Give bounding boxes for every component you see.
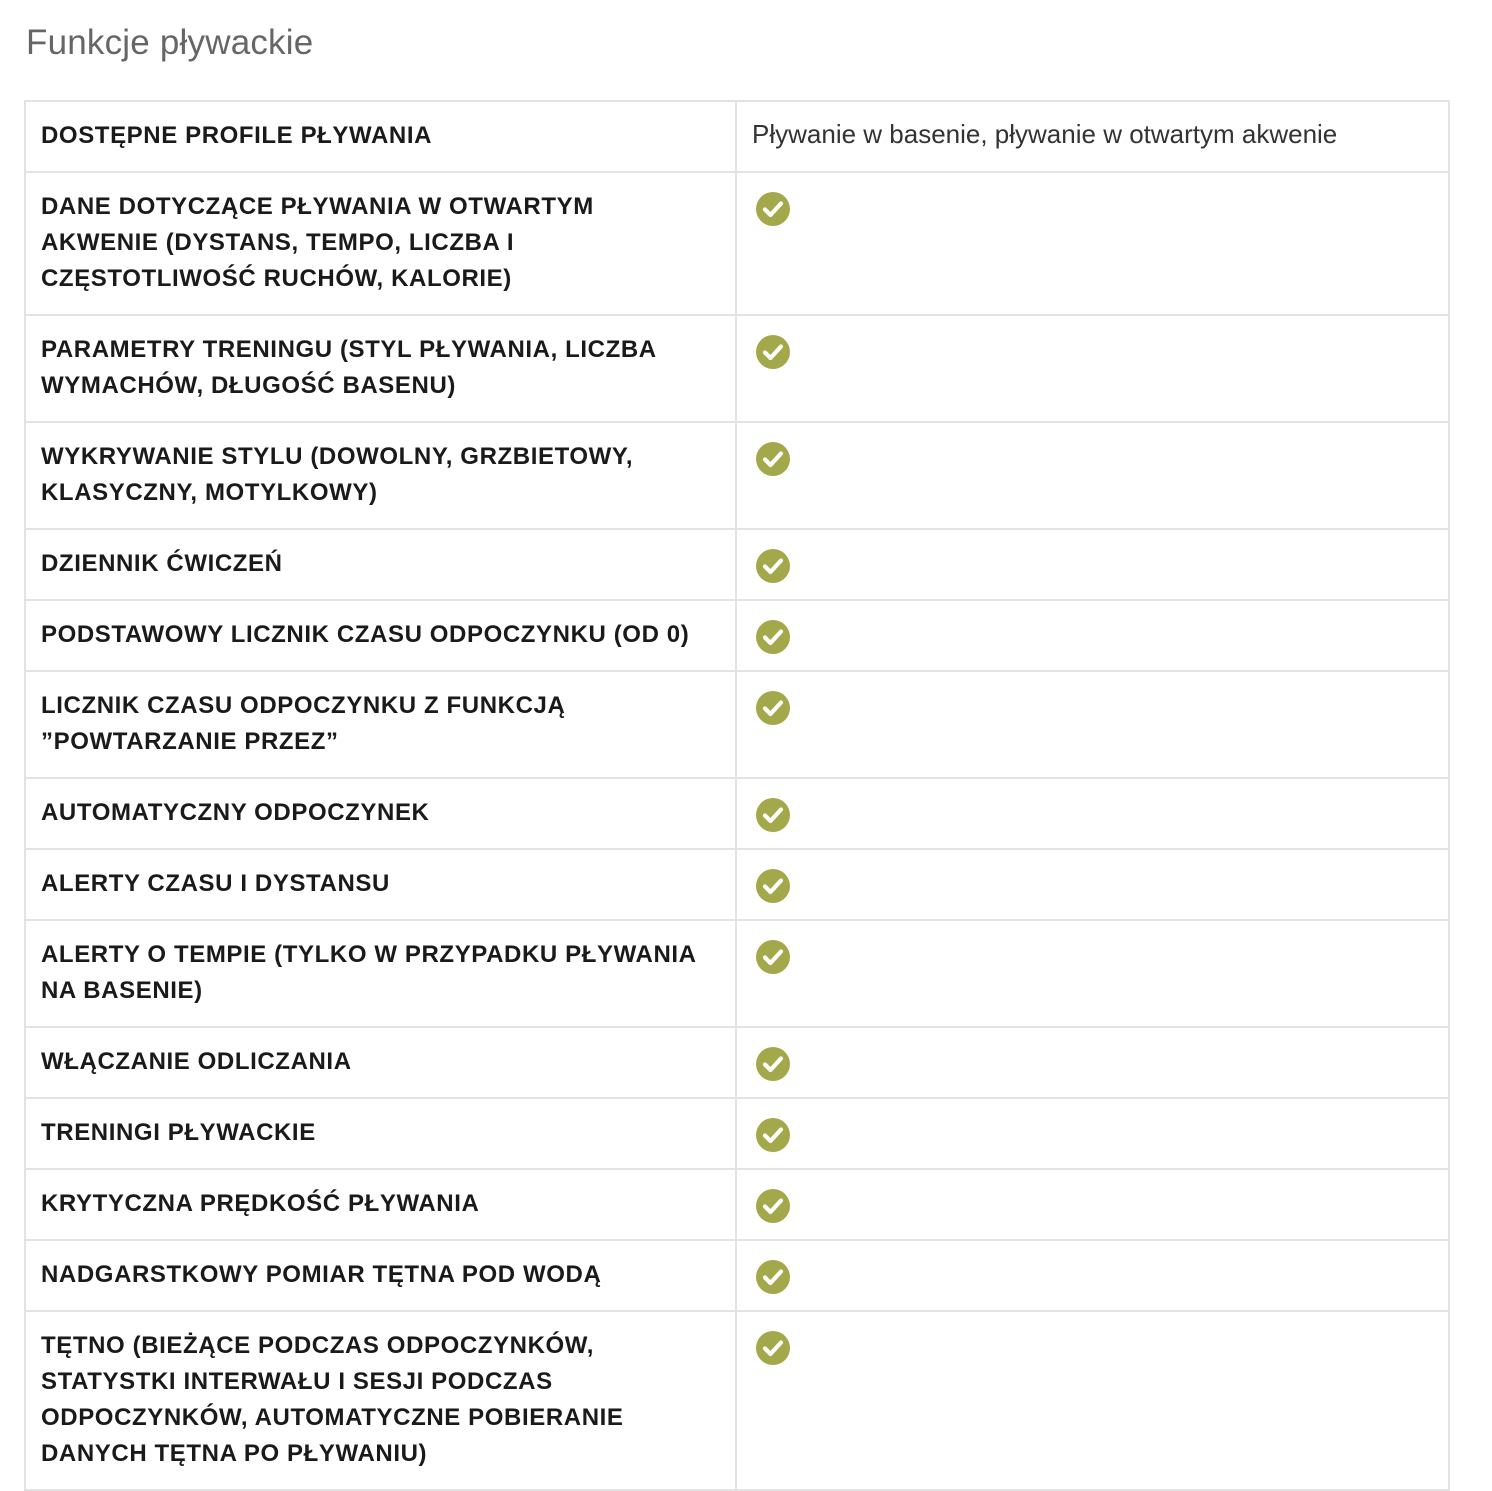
check-circle-icon	[755, 619, 791, 655]
row-label: ALERTY CZASU I DYSTANSU	[25, 849, 736, 920]
table-row	[25, 315, 1449, 422]
row-label: TĘTNO (BIEŻĄCE PODCZAS ODPOCZYNKÓW, STATYSTKI INTERWAŁU I SESJI PODCZAS ODPOCZYNKÓW, AUTOMATYCZNE POBIERANIE DANYCH TĘTNA PO PŁYWANIU)	[25, 1311, 736, 1490]
row-support-cell	[736, 1098, 1449, 1169]
row-support-cell	[736, 422, 1449, 529]
table-row	[25, 1240, 1449, 1311]
check-circle-icon	[755, 191, 791, 227]
check-circle-icon	[755, 1330, 791, 1366]
check-circle-icon	[755, 1046, 791, 1082]
row-label: PARAMETRY TRENINGU (STYL PŁYWANIA, LICZBA WYMACHÓW, DŁUGOŚĆ BASENU)	[25, 315, 736, 422]
row-label: ALERTY O TEMPIE (TYLKO W PRZYPADKU PŁYWANIA NA BASENIE)	[25, 920, 736, 1027]
table-row	[25, 920, 1449, 1027]
table-row-profiles	[25, 101, 1449, 172]
row-support-cell	[736, 600, 1449, 671]
table-row	[25, 671, 1449, 778]
row-support-cell	[736, 315, 1449, 422]
row-support-cell	[736, 1169, 1449, 1240]
check-circle-icon	[755, 1117, 791, 1153]
row-support-cell	[736, 1240, 1449, 1311]
table-row	[25, 1027, 1449, 1098]
check-circle-icon	[755, 939, 791, 975]
table-row	[25, 422, 1449, 529]
row-label: TRENINGI PŁYWACKIE	[25, 1098, 736, 1169]
swim-features-table	[24, 100, 1450, 1491]
row-label: PODSTAWOWY LICZNIK CZASU ODPOCZYNKU (OD 0)	[25, 600, 736, 671]
table-row	[25, 172, 1449, 315]
check-circle-icon	[755, 868, 791, 904]
row-label: AUTOMATYCZNY ODPOCZYNEK	[25, 778, 736, 849]
check-circle-icon	[755, 1188, 791, 1224]
row-value: Pływanie w basenie, pływanie w otwartym akwenie	[736, 101, 1449, 172]
row-label: DZIENNIK ĆWICZEŃ	[25, 529, 736, 600]
table-row	[25, 1169, 1449, 1240]
row-label: NADGARSTKOWY POMIAR TĘTNA POD WODĄ	[25, 1240, 736, 1311]
check-circle-icon	[755, 441, 791, 477]
row-label: DANE DOTYCZĄCE PŁYWANIA W OTWARTYM AKWENIE (DYSTANS, TEMPO, LICZBA I CZĘSTOTLIWOŚĆ RUCHÓW, KALORIE)	[25, 172, 736, 315]
section-title: Funkcje pływackie	[26, 23, 314, 62]
check-circle-icon	[755, 690, 791, 726]
row-support-cell	[736, 920, 1449, 1027]
table-row	[25, 529, 1449, 600]
check-circle-icon	[755, 797, 791, 833]
row-support-cell	[736, 671, 1449, 778]
row-label: WYKRYWANIE STYLU (DOWOLNY, GRZBIETOWY, KLASYCZNY, MOTYLKOWY)	[25, 422, 736, 529]
row-label: WŁĄCZANIE ODLICZANIA	[25, 1027, 736, 1098]
check-circle-icon	[755, 334, 791, 370]
row-support-cell	[736, 172, 1449, 315]
table-row	[25, 1311, 1449, 1490]
row-support-cell	[736, 1027, 1449, 1098]
row-support-cell	[736, 778, 1449, 849]
table-row	[25, 1098, 1449, 1169]
row-support-cell	[736, 849, 1449, 920]
row-label: DOSTĘPNE PROFILE PŁYWANIA	[25, 101, 736, 172]
table-row	[25, 778, 1449, 849]
row-label: KRYTYCZNA PRĘDKOŚĆ PŁYWANIA	[25, 1169, 736, 1240]
row-label: LICZNIK CZASU ODPOCZYNKU Z FUNKCJĄ ”POWTARZANIE PRZEZ”	[25, 671, 736, 778]
row-support-cell	[736, 529, 1449, 600]
check-circle-icon	[755, 548, 791, 584]
swim-features-table-body	[25, 101, 1449, 1490]
table-row	[25, 600, 1449, 671]
row-support-cell	[736, 1311, 1449, 1490]
check-circle-icon	[755, 1259, 791, 1295]
table-row	[25, 849, 1449, 920]
